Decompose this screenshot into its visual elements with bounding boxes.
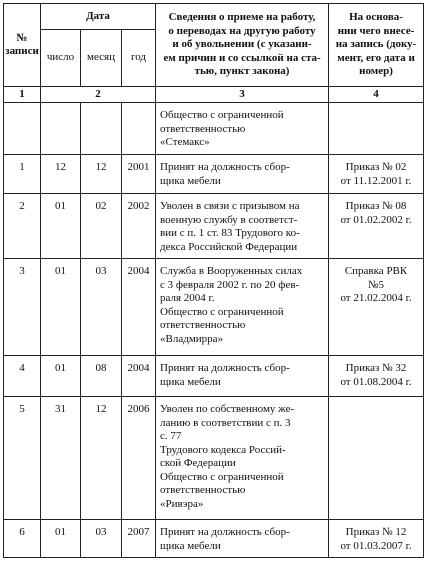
column-index: 4 — [329, 87, 424, 103]
column-index: 2 — [41, 87, 156, 103]
record-year: 2006 — [122, 397, 156, 520]
record-basis-line: Приказ № 32 — [345, 362, 407, 374]
record-basis — [329, 397, 424, 520]
record-row — [4, 155, 424, 194]
record-number — [4, 103, 41, 155]
record-info — [156, 194, 329, 259]
record-info — [156, 155, 329, 194]
header-month: месяц — [81, 30, 122, 87]
record-row — [4, 103, 424, 155]
record-day: 12 — [41, 155, 81, 194]
record-basis-line: от 01.02.2002 г. — [340, 213, 412, 226]
record-basis — [329, 155, 424, 194]
record-info-line: щика мебели — [160, 375, 221, 388]
record-year: 2007 — [122, 520, 156, 558]
record-number: 4 — [4, 356, 41, 397]
record-basis — [329, 194, 424, 259]
record-info-line: «Ривэра» — [160, 497, 204, 510]
record-info-line: с. 77 — [160, 430, 182, 442]
record-day: 01 — [41, 194, 81, 259]
record-basis — [329, 259, 424, 356]
record-info-line: Служба в Вооруженных силах — [160, 265, 303, 277]
record-info-line: Общество с ограниченной — [160, 305, 284, 318]
header-year: год — [122, 30, 156, 87]
record-day — [41, 103, 81, 155]
record-info-line: вии с п. 1 ст. 83 Трудового ко- — [160, 227, 300, 239]
record-info-line: ланию в соответствии с п. 3 — [160, 416, 291, 429]
record-info-line: ской Федерации — [160, 457, 236, 469]
record-number: 3 — [4, 259, 41, 356]
record-basis-line: Приказ № 02 — [345, 161, 407, 173]
header-info: Сведения о приеме на работу, о переводах на другую работу и об увольнении (с указани- ем причин и со ссылкой на ста- тью, пункт закона) — [156, 4, 329, 87]
record-info-line: декса Российской Федерации — [160, 240, 298, 253]
record-info-line: «Владмирра» — [160, 332, 224, 345]
record-info-line: Трудового кодекса Россий- — [160, 443, 286, 456]
record-number: 2 — [4, 194, 41, 259]
record-row — [4, 397, 424, 520]
record-info-line: Принят на должность сбор- — [160, 526, 290, 538]
record-basis-line: Справка РВК — [344, 265, 408, 277]
record-month — [81, 103, 122, 155]
header-row — [4, 4, 424, 30]
record-info-line: щика мебели — [160, 539, 221, 552]
record-info-line: ответственностью — [160, 122, 246, 135]
record-month: 02 — [81, 194, 122, 259]
record-info-line: «Стемакс» — [160, 136, 210, 148]
record-basis-line: от 01.03.2007 г. — [340, 539, 412, 552]
employment-record-table — [3, 3, 424, 558]
header-date: Дата — [41, 4, 156, 30]
record-info — [156, 397, 329, 520]
record-row — [4, 520, 424, 558]
record-row — [4, 194, 424, 259]
record-month: 08 — [81, 356, 122, 397]
record-number: 1 — [4, 155, 41, 194]
record-basis-line: №5 — [368, 278, 385, 291]
record-month: 12 — [81, 397, 122, 520]
record-basis — [329, 103, 424, 155]
record-info-line: ответственностью — [160, 319, 246, 331]
record-row — [4, 259, 424, 356]
record-info-line: Уволен по собственному же- — [160, 403, 295, 415]
record-number: 6 — [4, 520, 41, 558]
record-info — [156, 356, 329, 397]
record-basis-line: от 21.02.2004 г. — [340, 292, 412, 304]
record-day: 01 — [41, 356, 81, 397]
record-year — [122, 103, 156, 155]
record-basis-line: Приказ № 08 — [345, 200, 407, 212]
record-number: 5 — [4, 397, 41, 520]
header-basis: На основа- нии чего внесе- на запись (доку- мент, его дата и номер) — [329, 4, 424, 87]
record-info-line: раля 2004 г. — [160, 292, 215, 304]
record-month: 03 — [81, 520, 122, 558]
record-day: 01 — [41, 520, 81, 558]
record-day: 31 — [41, 397, 81, 520]
record-basis-line: Приказ № 12 — [345, 526, 407, 538]
record-basis — [329, 356, 424, 397]
record-basis — [329, 520, 424, 558]
record-day: 01 — [41, 259, 81, 356]
record-info-line: с 3 февраля 2002 г. по 20 фев- — [160, 278, 300, 291]
header-record-number: № записи — [4, 4, 41, 87]
record-month: 03 — [81, 259, 122, 356]
record-info-line: Уволен в связи с призывом на — [160, 200, 300, 212]
record-info-line: Принят на должность сбор- — [160, 161, 290, 173]
record-info-line: военную службу в соответст- — [160, 213, 298, 226]
record-info — [156, 103, 329, 155]
column-index: 3 — [156, 87, 329, 103]
record-year: 2002 — [122, 194, 156, 259]
record-month: 12 — [81, 155, 122, 194]
record-year: 2001 — [122, 155, 156, 194]
record-info-line: Общество с ограниченной — [160, 109, 284, 121]
record-year: 2004 — [122, 356, 156, 397]
column-index-row — [4, 87, 424, 103]
employment-record-page — [3, 3, 423, 572]
record-info — [156, 520, 329, 558]
record-info-line: щика мебели — [160, 174, 221, 187]
record-info — [156, 259, 329, 356]
record-info-line: Принят на должность сбор- — [160, 362, 290, 374]
record-row — [4, 356, 424, 397]
header-day: число — [41, 30, 81, 87]
record-year: 2004 — [122, 259, 156, 356]
record-basis-line: от 01.08.2004 г. — [340, 375, 412, 388]
record-basis-line: от 11.12.2001 г. — [340, 174, 412, 187]
column-index: 1 — [4, 87, 41, 103]
record-info-line: ответственностью — [160, 484, 246, 496]
record-info-line: Общество с ограниченной — [160, 470, 284, 483]
